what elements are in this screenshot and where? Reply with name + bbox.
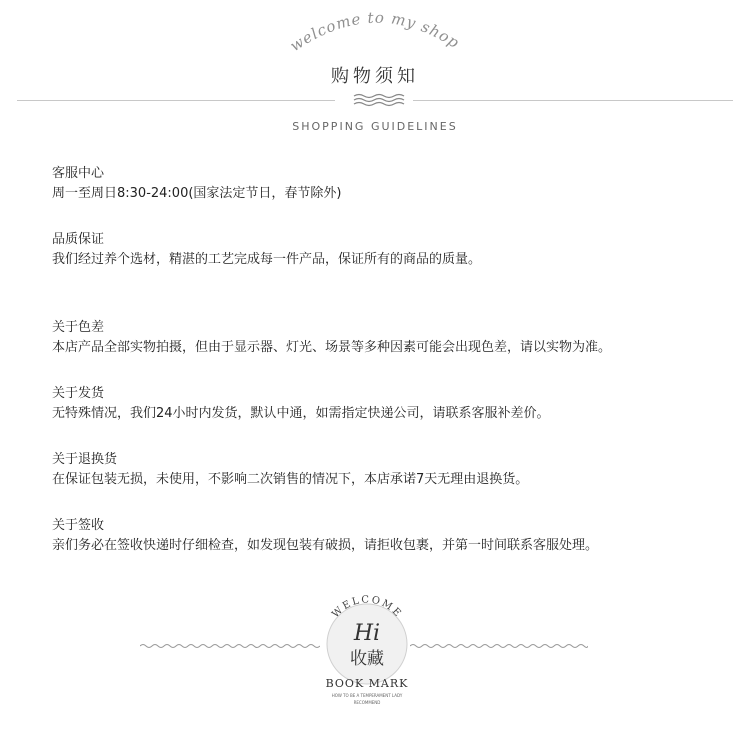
badge-script-text: Hi [353, 621, 381, 646]
badge-cn-text: 收藏 [350, 649, 384, 669]
divider-left [17, 100, 335, 101]
footer-wave-right [410, 643, 588, 649]
section-body: 本店产品全部实物拍摄，但由于显示器、灯光、场景等多种因素可能会出现色差，请以实物为准。 [52, 340, 612, 355]
page-header [0, 0, 750, 140]
section-title: 关于退换货 [52, 452, 118, 467]
section-body: 亲们务必在签收快递时仔细检查，如发现包装有破损，请拒收包裹，并第一时间联系客服处理。 [52, 538, 599, 553]
section-title: 关于色差 [52, 320, 105, 335]
divider-right [413, 100, 733, 101]
welcome-arc-text: welcome to my shop [286, 8, 463, 56]
section-title: 品质保证 [52, 232, 105, 247]
section-shipping [52, 384, 732, 424]
welcome-arc-heading [270, 0, 480, 70]
section-body: 我们经过养个选材，精湛的工艺完成每一件产品，保证所有的商品的质量。 [52, 252, 482, 267]
section-body: 在保证包装无损，未使用，不影响二次销售的情况下，本店承诺7天无理由退换货。 [52, 472, 529, 487]
page-title: 购物须知 [331, 66, 419, 87]
badge-small-line-2: RECOMMEND [353, 700, 381, 705]
section-color [52, 318, 732, 358]
section-title: 关于签收 [52, 518, 105, 533]
wave-icon [352, 92, 408, 108]
section-customer-service [52, 164, 732, 204]
page-subtitle: SHOPPING GUIDELINES [292, 120, 458, 133]
bookmark-badge [312, 592, 422, 712]
section-title: 关于发货 [52, 386, 105, 401]
section-body: 周一至周日8:30-24:00(国家法定节日，春节除外) [52, 186, 342, 201]
section-title: 客服中心 [52, 166, 105, 181]
badge-top-text: WELCOME [330, 594, 404, 621]
svg-text:welcome to my shop [287, 9, 463, 55]
badge-main-text: BOOK MARK [325, 677, 409, 690]
section-quality [52, 230, 732, 270]
section-returns [52, 450, 732, 490]
section-body: 无特殊情况，我们24小时内发货，默认中通，如需指定快递公司，请联系客服补差价。 [52, 406, 550, 421]
badge-small-line-1: HOW TO BE A TEMPERAMENT LADY [331, 693, 403, 698]
section-receipt [52, 516, 732, 556]
footer-wave-left [140, 643, 320, 649]
